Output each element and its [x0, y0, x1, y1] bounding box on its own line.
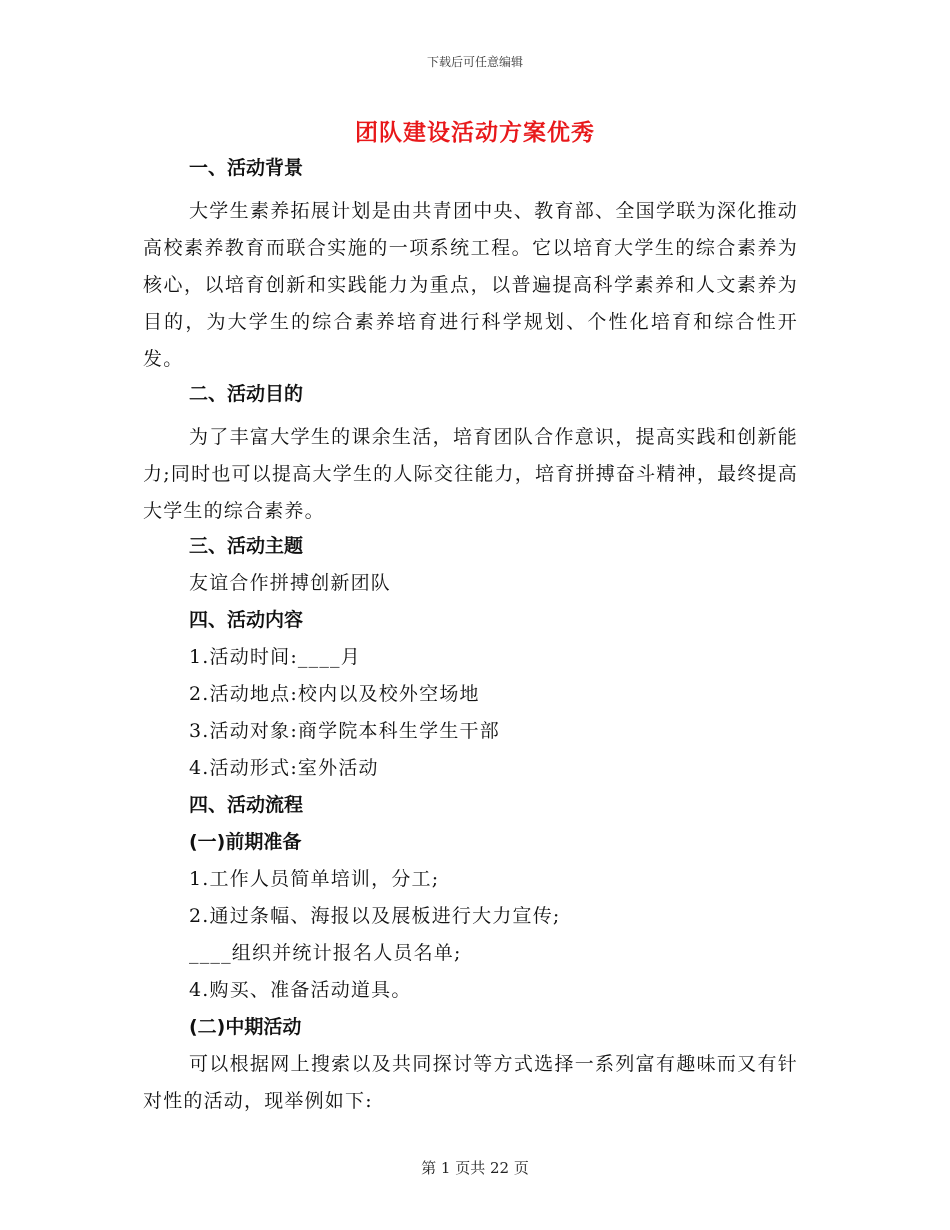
preparation-item-2: 2.通过条幅、海报以及展板进行大力宣传; — [189, 905, 561, 927]
purpose-paragraph: 为了丰富大学生的课余生活，培育团队合作意识，提高实践和创新能力;同时也可以提高大学生的人际交往能力，培育拼搏奋斗精神，最终提高大学生的综合素养。 — [143, 426, 798, 522]
page-footer: 第 1 页共 22 页 — [421, 1159, 529, 1177]
document-body — [143, 156, 798, 1124]
content-item-format: 4.活动形式:室外活动 — [189, 757, 379, 779]
section-heading-theme: 三、活动主题 — [189, 535, 304, 557]
activities-paragraph: 可以根据网上搜索以及共同探讨等方式选择一系列富有趣味而又有针对性的活动，现举例如下: — [143, 1053, 798, 1112]
preparation-item-1: 1.工作人员简单培训，分工; — [189, 868, 440, 890]
subsection-heading-preparation: (一)前期准备 — [189, 831, 302, 853]
background-paragraph: 大学生素养拓展计划是由共青团中央、教育部、全国学联为深化推动高校素养教育而联合实施的一项系统工程。它以培育大学生的综合素养为核心，以培育创新和实践能力为重点，以普遍提高科学素养和人文素养为目的，为大学生的综合素养培育进行科学规划、个性化培育和综合性开发。 — [143, 200, 798, 370]
preparation-item-4: 4.购买、准备活动道具。 — [189, 979, 412, 1001]
section-heading-process: 四、活动流程 — [189, 794, 304, 816]
preparation-item-3: ____组织并统计报名人员名单; — [189, 942, 462, 964]
section-heading-content: 四、活动内容 — [189, 609, 304, 631]
content-item-location: 2.活动地点:校内以及校外空场地 — [189, 683, 480, 705]
content-item-time: 1.活动时间:____月 — [189, 646, 361, 668]
section-heading-purpose: 二、活动目的 — [189, 383, 304, 405]
page-header: 下载后可任意编辑 — [426, 55, 523, 69]
document-title: 团队建设活动方案优秀 — [355, 120, 595, 146]
subsection-heading-activities: (二)中期活动 — [189, 1016, 302, 1038]
section-heading-background: 一、活动背景 — [189, 157, 304, 179]
theme-text: 友谊合作拼搏创新团队 — [189, 572, 392, 594]
content-item-audience: 3.活动对象:商学院本科生学生干部 — [189, 720, 500, 742]
